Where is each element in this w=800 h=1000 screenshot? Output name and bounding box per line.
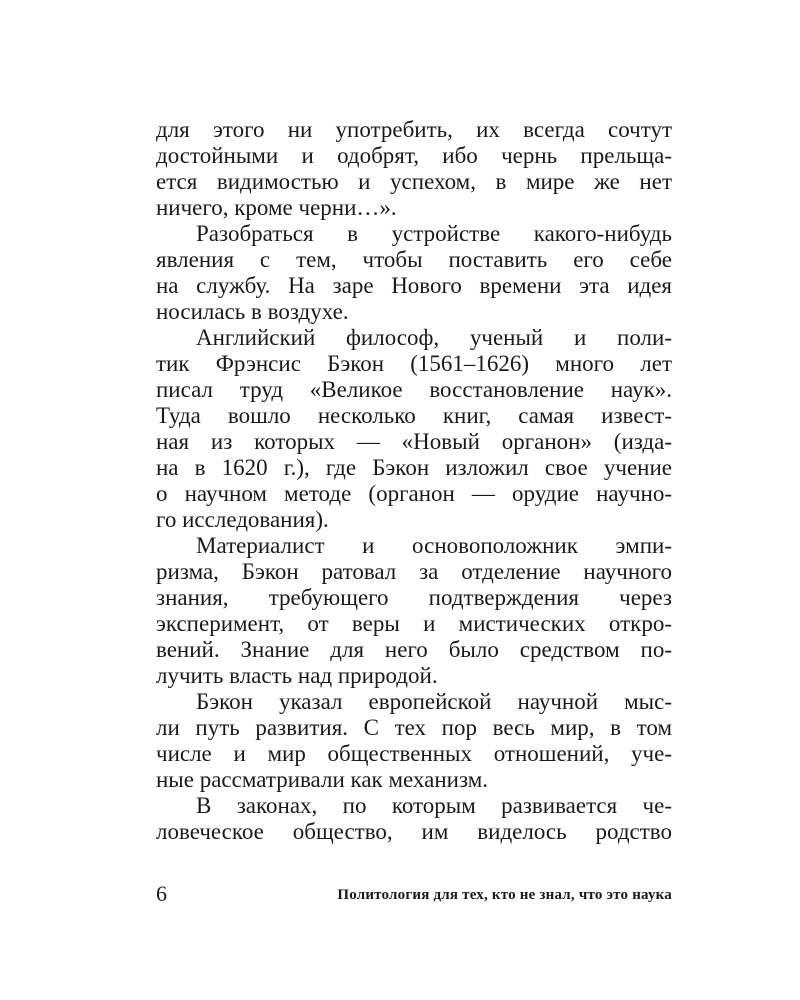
text-line: ловеческое общество, им виделось родство: [156, 819, 672, 844]
text-line: ризма, Бэкон ратовал за отделение научного: [156, 559, 672, 584]
page-number: 6: [156, 881, 167, 906]
text-line: Бэкон указал европейской научной мыс-: [196, 689, 672, 714]
text-line: вений. Знание для него было средством по-: [156, 637, 672, 662]
text-line: ные рассматривали как механизм.: [156, 767, 489, 792]
text-line: Разобраться в устройстве какого-нибудь: [196, 221, 672, 246]
text-line: эксперимент, от веры и мистических откро-: [156, 611, 672, 636]
text-line: тик Фрэнсис Бэкон (1561–1626) много лет: [156, 351, 672, 376]
text-line: достойными и одобрят, ибо чернь прельща-: [156, 143, 672, 168]
page-footer: [156, 880, 672, 910]
body-text: [156, 117, 672, 845]
text-line: явления с тем, чтобы поставить его себе: [156, 247, 672, 272]
text-line: для этого ни употребить, их всегда сочтут: [156, 117, 672, 142]
text-line: на в 1620 г.), где Бэкон изложил свое учение: [156, 455, 672, 480]
text-line: о научном методе (органон — орудие научно-: [156, 481, 672, 506]
text-line: знания, требующего подтверждения через: [156, 585, 672, 610]
text-line: носилась в воздухе.: [156, 299, 349, 324]
text-line: ничего, кроме черни…».: [156, 195, 397, 220]
text-line: числе и мир общественных отношений, уче-: [156, 741, 672, 766]
running-title: Политология для тех, кто не знал, что это наука: [337, 887, 672, 903]
text-line: писал труд «Великое восстановление наук».: [156, 377, 672, 402]
text-line: Материалист и основоположник эмпи-: [196, 533, 672, 558]
text-line: го исследования).: [156, 507, 329, 532]
text-line: лучить власть над природой.: [156, 663, 438, 688]
text-line: ли путь развития. С тех пор весь мир, в том: [156, 715, 672, 740]
text-line: на службу. На заре Нового времени эта идея: [156, 273, 672, 298]
text-line: Английский философ, ученый и поли-: [196, 325, 672, 350]
text-line: Туда вошло несколько книг, самая извест-: [156, 403, 672, 428]
text-line: В законах, по которым развивается че-: [196, 793, 672, 818]
text-line: ется видимостью и успехом, в мире же нет: [156, 169, 672, 194]
text-line: ная из которых — «Новый органон» (изда-: [156, 429, 672, 454]
